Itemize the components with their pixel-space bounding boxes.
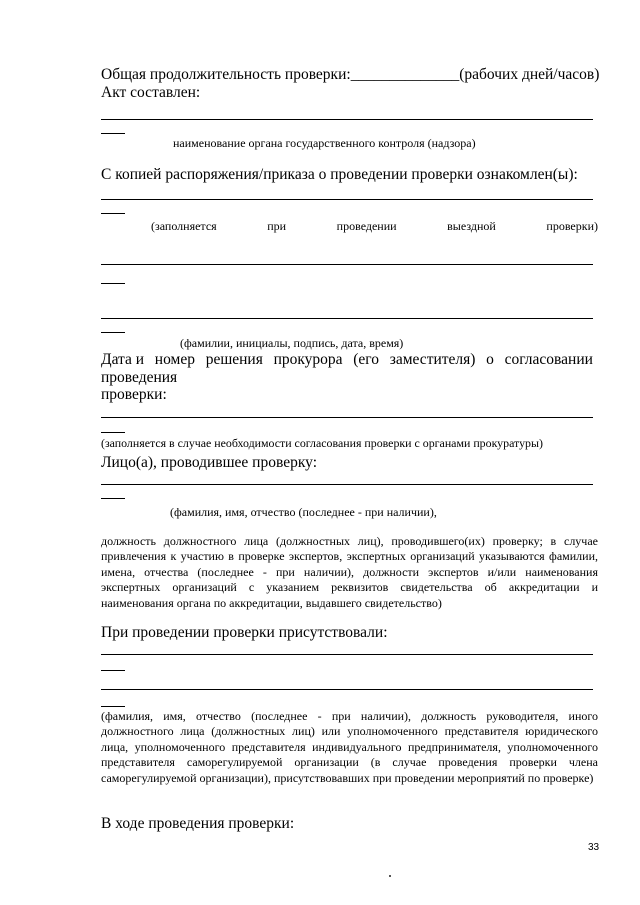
prosecutor-word: о	[486, 351, 494, 368]
onsite-hint-word: (заполняется	[151, 219, 217, 233]
fill-line-tail	[101, 213, 125, 214]
onsite-hint-word: проверки)	[546, 219, 598, 233]
fill-line	[101, 689, 593, 690]
prosecutor-word: заместителя)	[389, 351, 476, 368]
fill-line-tail	[101, 332, 125, 333]
during-label: В ходе проведения проверки:	[101, 815, 295, 832]
signature-hint: (фамилии, инициалы, подпись, дата, время)	[180, 336, 404, 350]
prosecutor-word: (его	[353, 351, 380, 368]
prosecutor-word: согласовании	[504, 351, 593, 368]
fill-line	[101, 318, 593, 319]
prosecutor-word: Дата и	[101, 351, 145, 368]
inspector-details: должность должностного лица (должностных лиц), проводившего(их) проверку; в случае привлечения к участию в проверке экспертов, экспертных организаций указываются фамилии, имена, отчества (последнее - при наличии), должности экспертов и/или наименования экспертных организаций с указанием реквизитов свидетельства об аккредитации и наименования органа по аккредитации, выдавшего свидетельство)	[101, 534, 598, 610]
onsite-inspection-hint	[151, 219, 598, 234]
fill-line	[101, 119, 593, 120]
prosecutor-line2: проведения	[101, 369, 178, 386]
inspector-label: Лицо(а), проводившее проверку:	[101, 454, 318, 471]
act-compiled-label: Акт составлен:	[101, 84, 201, 101]
prosecutor-word: решения	[205, 351, 263, 368]
prosecutor-decision-line	[101, 351, 593, 369]
fill-line-tail	[101, 283, 125, 284]
speck	[389, 875, 391, 877]
duration-line	[101, 66, 599, 84]
prosecutor-word: номер	[154, 351, 195, 368]
onsite-hint-word: при	[267, 219, 287, 233]
fill-line-tail	[101, 706, 125, 707]
prosecutor-line3: проверки:	[101, 386, 167, 403]
control-body-hint: наименование органа государственного контроля (надзора)	[173, 136, 476, 150]
duration-blank: ______________	[350, 66, 460, 83]
onsite-hint-word: выездной	[447, 219, 496, 233]
page-number: 33	[588, 842, 600, 853]
duration-label: Общая продолжительность проверки:	[101, 66, 351, 83]
fill-line	[101, 264, 593, 265]
fill-line-tail	[101, 432, 125, 433]
prosecutor-hint: (заполняется в случае необходимости согласования проверки с органами прокуратуры)	[101, 436, 543, 450]
fill-line	[101, 484, 593, 485]
acquainted-label: С копией распоряжения/приказа о проведении проверки ознакомлен(ы):	[101, 166, 578, 183]
fill-line	[101, 199, 593, 200]
duration-unit: (рабочих дней/часов)	[459, 66, 600, 83]
inspector-name-hint: (фамилия, имя, отчество (последнее - при наличии),	[170, 505, 437, 519]
fill-line-tail	[101, 133, 125, 134]
fill-line	[101, 417, 593, 418]
present-label: При проведении проверки присутствовали:	[101, 624, 388, 641]
prosecutor-word: прокурора	[273, 351, 343, 368]
fill-line	[101, 654, 593, 655]
fill-line-tail	[101, 670, 125, 671]
present-details: (фамилия, имя, отчество (последнее - при наличии), должность руководителя, иного должностного лица (должностных лиц) или уполномоченного представителя юридического лица, уполномоченного представителя индивидуального предпринимателя, уполномоченного представителя саморегулируемой организации (в случае проведения проверки члена саморегулируемой организации), присутствовавших при проведении мероприятий по проверке)	[101, 709, 598, 785]
onsite-hint-word: проведении	[336, 219, 397, 233]
fill-line-tail	[101, 498, 125, 499]
